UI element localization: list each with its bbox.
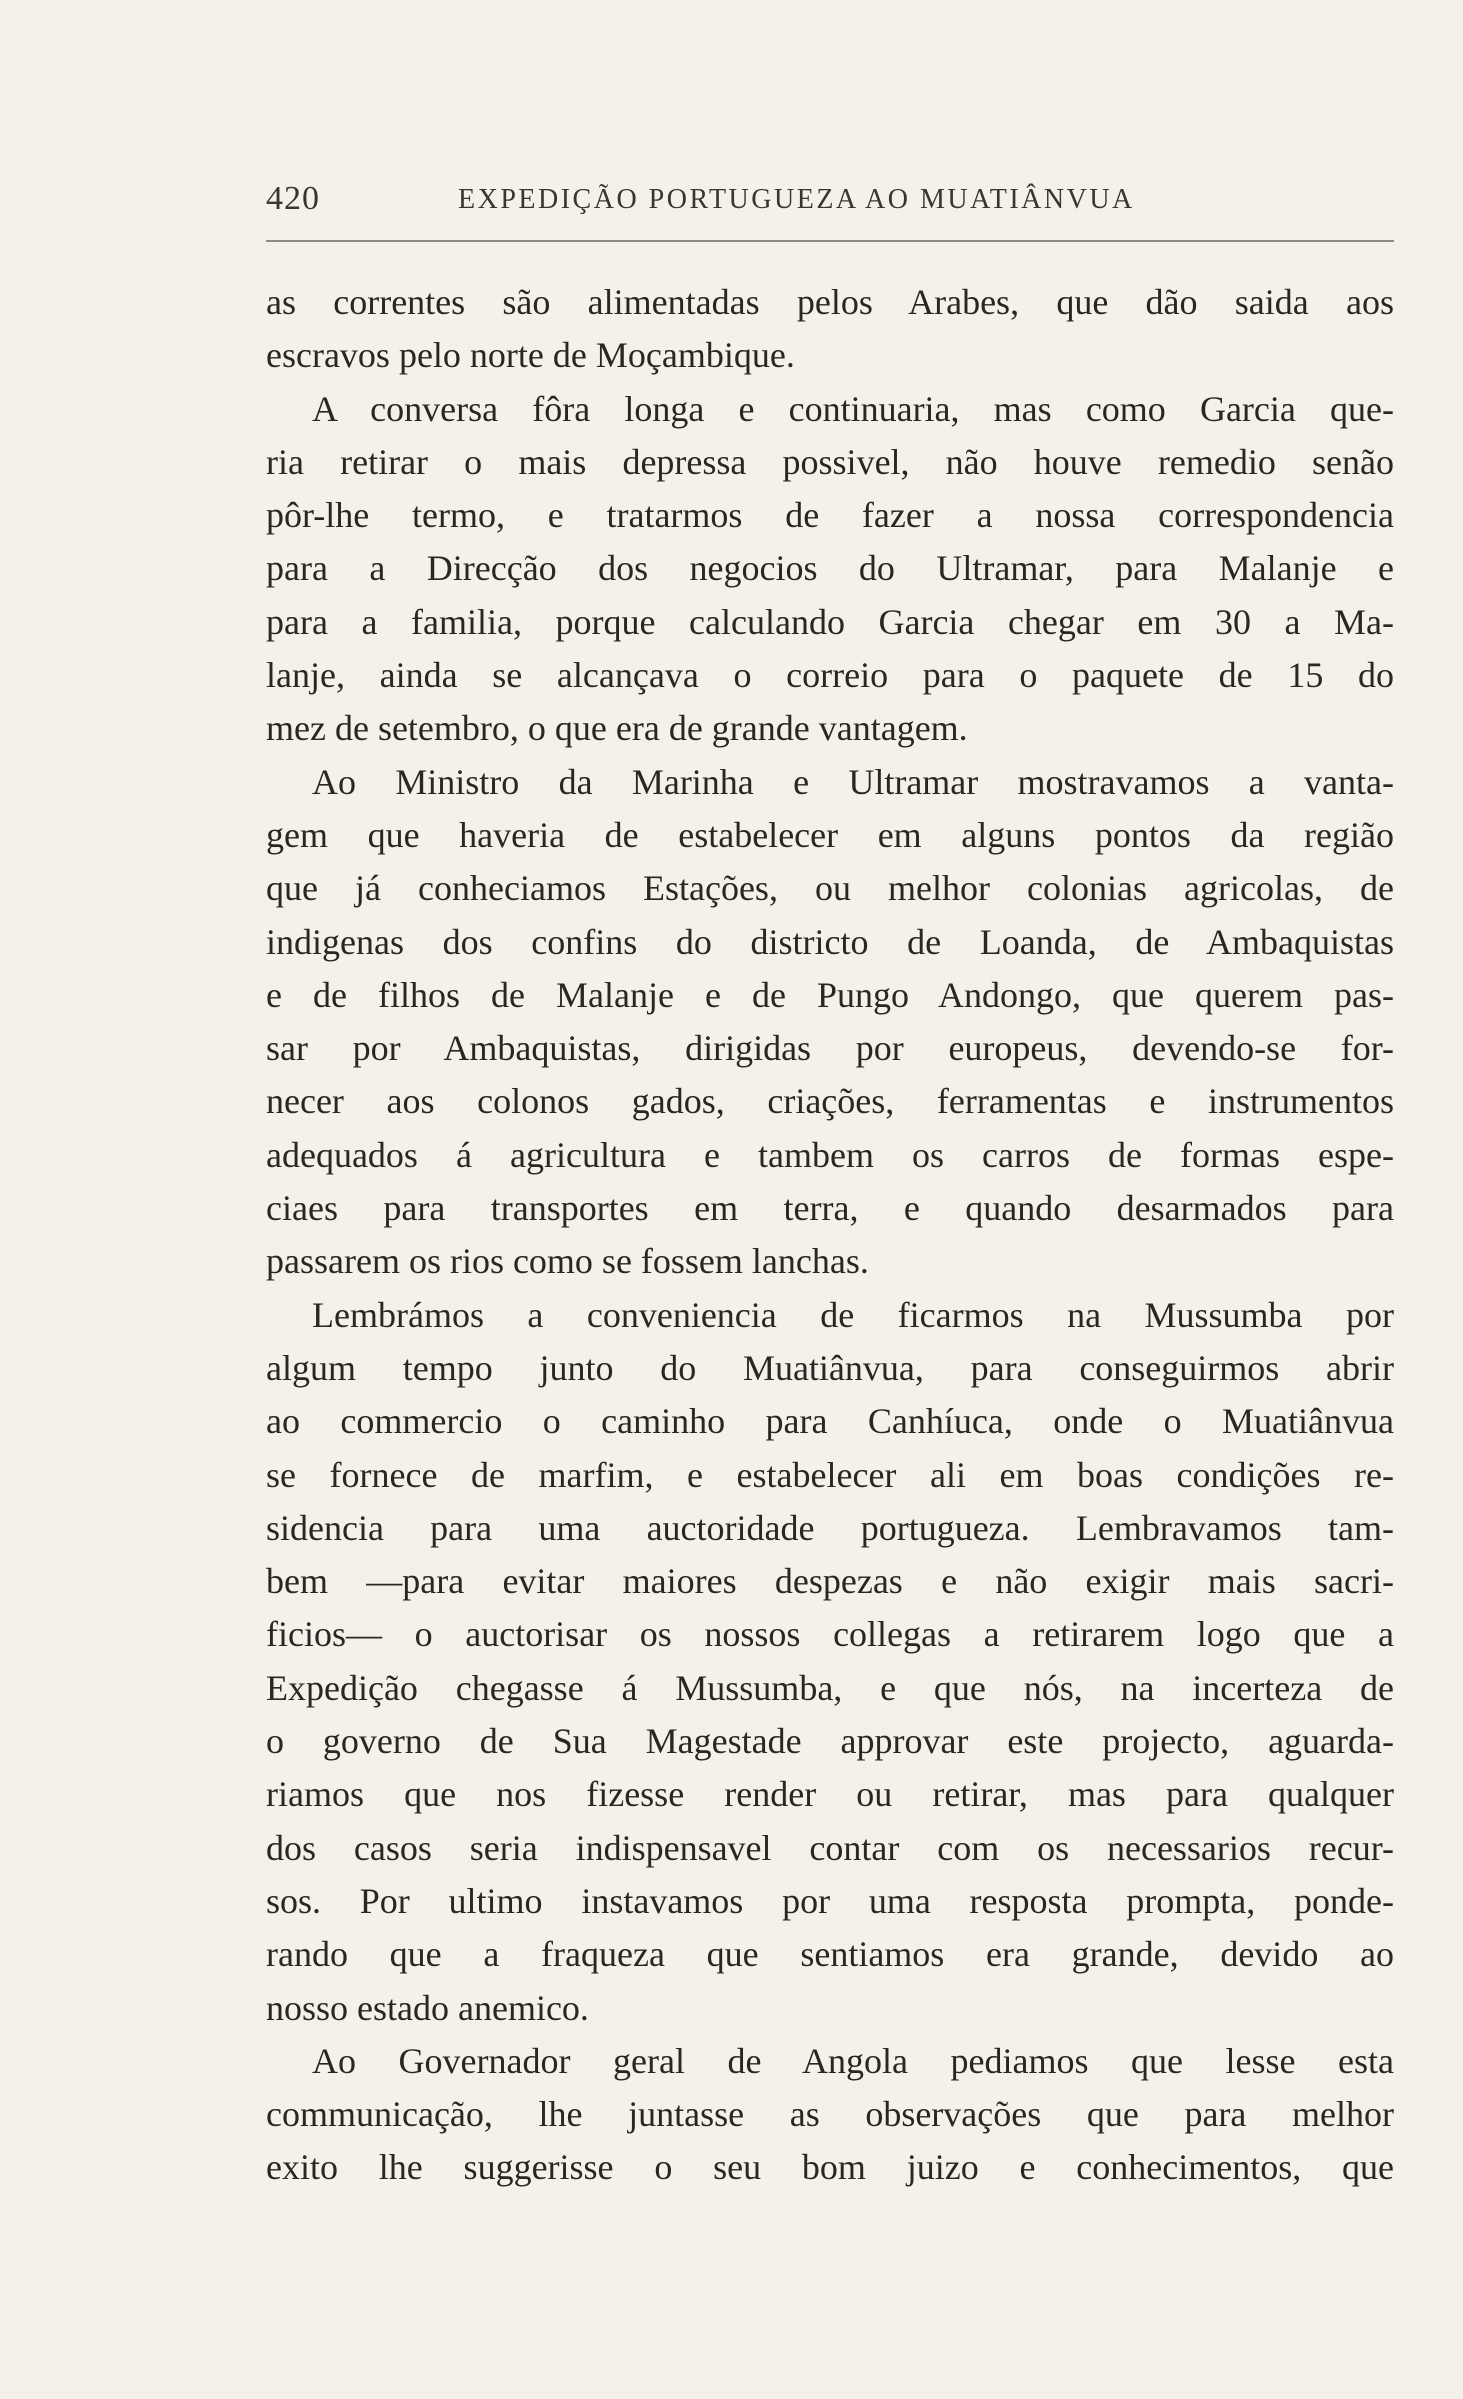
line-text: mez de setembro, o que era de grande vantagem. (266, 708, 968, 749)
line-text: bem —para evitar maiores despezas e não exigir mais sacri- (266, 1561, 1394, 1602)
line-text: Ao Governador geral de Angola pediamos que lesse esta (312, 2040, 1394, 2081)
text-line (266, 1982, 1394, 2035)
line-text: Ao Ministro da Marinha e Ultramar mostravamos a vanta- (312, 761, 1394, 802)
text-line (266, 596, 1394, 649)
paragraph-first-line (266, 383, 1394, 436)
text-line (266, 1928, 1394, 1981)
line-text: sidencia para uma auctoridade portugueza. Lembravamos tam- (266, 1507, 1394, 1548)
page-number: 420 (266, 180, 320, 217)
line-text: algum tempo junto do Muatiânvua, para conseguirmos abrir (266, 1347, 1394, 1388)
text-line (266, 1182, 1394, 1235)
line-text: ria retirar o mais depressa possivel, não houve remedio senão (266, 441, 1394, 482)
line-text: sar por Ambaquistas, dirigidas por europeus, devendo-se for- (266, 1028, 1394, 1069)
text-line (266, 1822, 1394, 1875)
text-line (266, 2088, 1394, 2141)
text-line (266, 916, 1394, 969)
line-text: adequados á agricultura e tambem os carros de formas espe- (266, 1134, 1394, 1175)
text-line (266, 1449, 1394, 1502)
line-text: e de filhos de Malanje e de Pungo Andongo, que querem pas- (266, 974, 1394, 1015)
line-text: pôr-lhe termo, e tratarmos de fazer a nossa correspondencia (266, 495, 1394, 536)
line-text: Expedição chegasse á Mussumba, e que nós, na incerteza de (266, 1667, 1394, 1708)
line-text: se fornece de marfim, e estabelecer ali em boas condições re- (266, 1454, 1394, 1495)
line-text: nosso estado anemico. (266, 1987, 589, 2028)
text-line (266, 969, 1394, 1022)
text-line (266, 2141, 1394, 2194)
text-line (266, 276, 1394, 329)
line-text: lanje, ainda se alcançava o correio para o paquete de 15 do (266, 655, 1394, 696)
text-line (266, 1768, 1394, 1821)
text-line (266, 1875, 1394, 1928)
text-line (266, 329, 1394, 382)
line-text: escravos pelo norte de Moçambique. (266, 335, 795, 376)
line-text: para a familia, porque calculando Garcia chegar em 30 a Ma- (266, 601, 1394, 642)
line-text: as correntes são alimentadas pelos Arabes, que dão saida aos (266, 282, 1394, 322)
text-line (266, 1715, 1394, 1768)
text-line (266, 1129, 1394, 1182)
text-line (266, 1555, 1394, 1608)
line-text: gem que haveria de estabelecer em alguns pontos da região (266, 814, 1394, 855)
line-text: exito lhe suggerisse o seu bom juizo e conhecimentos, que (266, 2147, 1394, 2188)
text-line (266, 542, 1394, 595)
line-text: necer aos colonos gados, criações, ferramentas e instrumentos (266, 1081, 1394, 1122)
body-text (266, 276, 1394, 2195)
line-text: ciaes para transportes em terra, e quando desarmados para (266, 1188, 1394, 1229)
text-line (266, 862, 1394, 915)
line-text: passarem os rios como se fossem lanchas. (266, 1241, 869, 1282)
text-line (266, 1502, 1394, 1555)
text-line (266, 1395, 1394, 1448)
paragraph-first-line (266, 756, 1394, 809)
text-line (266, 649, 1394, 702)
paragraph-first-line (266, 1289, 1394, 1342)
text-line (266, 1342, 1394, 1395)
text-line (266, 809, 1394, 862)
text-line (266, 436, 1394, 489)
line-text: indigenas dos confins do districto de Loanda, de Ambaquistas (266, 921, 1394, 962)
line-text: rando que a fraqueza que sentiamos era grande, devido ao (266, 1934, 1394, 1975)
line-text: ficios— o auctorisar os nossos collegas a retirarem logo que a (266, 1614, 1394, 1655)
text-line (266, 1608, 1394, 1661)
text-line (266, 702, 1394, 755)
line-text: ao commercio o caminho para Canhíuca, onde o Muatiânvua (266, 1401, 1394, 1442)
line-text: Lembrámos a conveniencia de ficarmos na Mussumba por (312, 1294, 1394, 1335)
line-text: riamos que nos fizesse render ou retirar, mas para qualquer (266, 1774, 1394, 1815)
header-rule (266, 240, 1394, 242)
line-text: A conversa fôra longa e continuaria, mas como Garcia que- (312, 388, 1394, 429)
line-text: para a Direcção dos negocios do Ultramar, para Malanje e (266, 548, 1394, 589)
running-title: EXPEDIÇÃO PORTUGUEZA AO MUATIÂNVUA (458, 184, 1135, 215)
page-header (266, 180, 1396, 240)
line-text: sos. Por ultimo instavamos por uma resposta prompta, ponde- (266, 1880, 1394, 1921)
text-line (266, 489, 1394, 542)
text-line (266, 1022, 1394, 1075)
line-text: o governo de Sua Magestade approvar este projecto, aguarda- (266, 1721, 1394, 1762)
line-text: que já conheciamos Estações, ou melhor colonias agricolas, de (266, 868, 1394, 909)
text-line (266, 1075, 1394, 1128)
text-line (266, 1235, 1394, 1288)
text-line (266, 1662, 1394, 1715)
line-text: dos casos seria indispensavel contar com os necessarios recur- (266, 1827, 1394, 1868)
line-text: communicação, lhe juntasse as observações que para melhor (266, 2094, 1394, 2135)
paragraph-first-line (266, 2035, 1394, 2088)
